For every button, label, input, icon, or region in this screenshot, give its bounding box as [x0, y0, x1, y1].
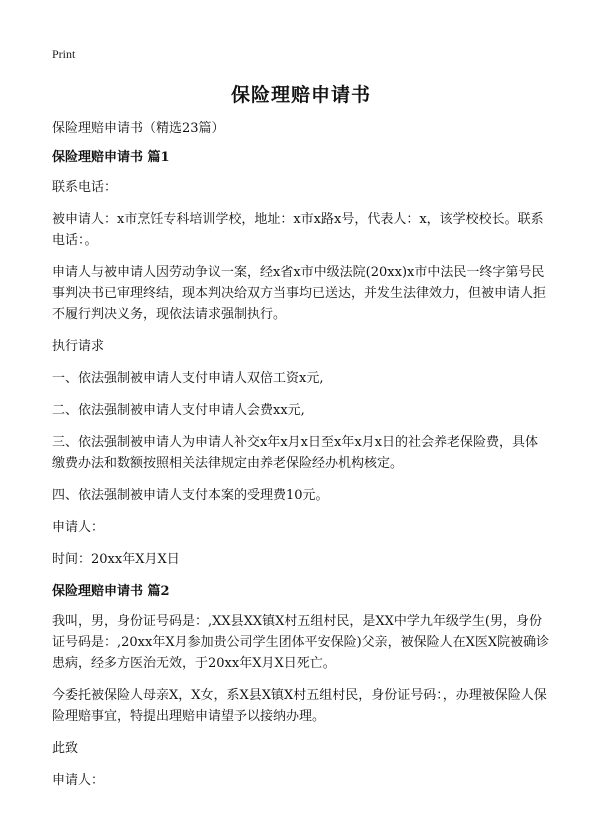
section-heading-2: 保险理赔申请书 篇2 — [52, 584, 170, 599]
document-title: 保险理赔申请书 — [230, 84, 371, 106]
case-paragraph: 申请人与被申请人因劳动争议一案，经x省x市中级法院(20xx)x市中法民一终字第号民事判决书已审理终结，现本判决给双方当事均已送达，并发生法律效力，但被申请人拒不履行判决义务，现依法请求强制执行。 — [52, 265, 547, 322]
entrust-paragraph: 今委托被保险人母亲X，X女，系X县X镇X村五组村民，身份证号码：，办理被保险人保险理赔事宜，特提出理赔申请望予以接纳办理。 — [52, 688, 547, 724]
request-item-1: 一、依法强制被申请人支付申请人双倍工资x元, — [52, 371, 324, 386]
self-intro-paragraph: 我叫，男，身份证号码是：,XX县XX镇X村五组村民，是XX中学九年级学生(男，身份证号码是：,20xx年X月参加贵公司学生团体平安保险)父亲，被保险人在X医X院被确诊患病，经多方医治无效，于20xx年X月X日死亡。 — [52, 614, 550, 671]
respondent-paragraph: 被申请人：x市烹饪专科培训学校，地址：x市x路x号，代表人：x，该学校校长。联系电话：。 — [52, 212, 544, 248]
date-line: 时间：20xx年X月X日 — [52, 552, 180, 567]
request-item-2: 二、依法强制被申请人支付申请人会费xx元, — [52, 403, 305, 418]
request-item-3: 三、依法强制被申请人为申请人补交x年x月x日至x年x月x日的社会养老保险费，具体缴费办法和数额按照相关法律规定由养老保险经办机构核定。 — [52, 435, 538, 471]
request-item-4: 四、依法强制被申请人支付本案的受理费10元。 — [52, 488, 329, 503]
applicant-line-2: 申请人： — [52, 773, 105, 788]
section-heading-1: 保险理赔申请书 篇1 — [52, 150, 170, 165]
execution-request-heading: 执行请求 — [52, 339, 105, 354]
applicant-line: 申请人： — [52, 520, 105, 535]
document-subtitle: 保险理赔申请书（精选23篇） — [52, 121, 225, 136]
salutation-line: 此致 — [52, 741, 79, 756]
print-link[interactable]: Print — [52, 47, 76, 61]
contact-phone-line: 联系电话： — [52, 180, 118, 195]
